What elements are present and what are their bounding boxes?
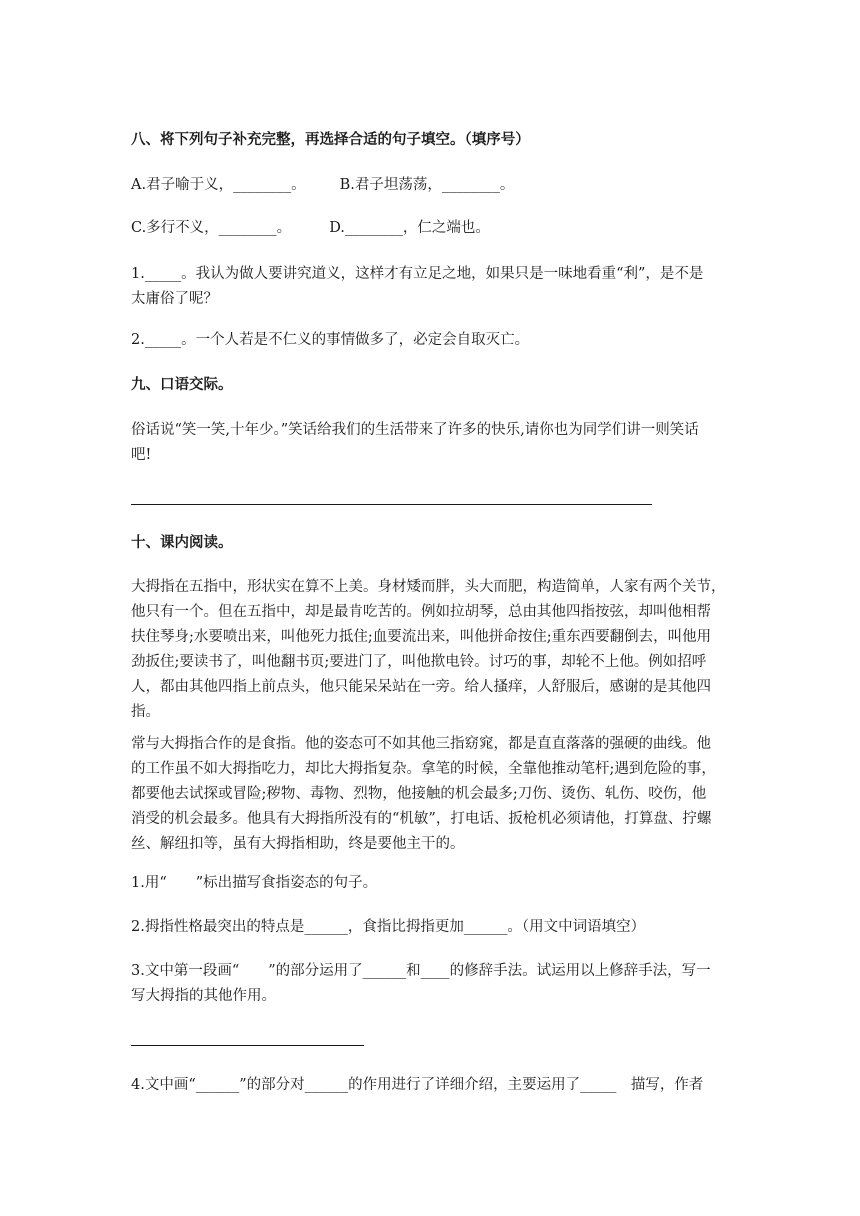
section-9-title: 九、口语交际。 (131, 377, 233, 393)
para1-line: 指。 (131, 704, 160, 720)
para2-line: 消受的机会最多。他具有大拇指所没有的“机敏”，打电话、扳枪机必须请他，打算盘、拧螺 (131, 811, 712, 827)
option-c: C.多行不义，________。 (131, 220, 292, 236)
q1-line-2: 太庸俗了呢？ (131, 291, 218, 307)
reading-paragraph-1 (131, 575, 731, 725)
para1-line: 人，都由其他四指上前点头，他只能呆呆站在一旁。给人搔痒，人舒服后，感谢的是其他四 (131, 679, 711, 695)
option-d: D.________，仁之端也。 (329, 220, 490, 236)
prompt-line-1: 俗话说“笑一笑,十年少。”笑话给我们的生活带来了许多的快乐,请你也为同学们讲一则笑话 (131, 422, 699, 438)
answer-line-short (131, 1045, 364, 1046)
para2-line: 的工作虽不如大拇指吃力，却比大拇指复杂。拿笔的时候，全靠他推动笔杆;遇到危险的事， (131, 761, 716, 777)
reading-paragraph-2 (131, 732, 731, 857)
section-10-title: 十、课内阅读。 (131, 535, 233, 551)
answer-line (131, 504, 652, 505)
section-9-prompt (131, 418, 731, 468)
para2-line: 常与大拇指合作的是食指。他的姿态可不如其他三指窈窕，都是直直落落的强硬的曲线。他 (131, 736, 711, 752)
section-8-title: 八、将下列句子补充完整，再选择合适的句子填空。（填序号） (131, 132, 530, 148)
para1-line: 大拇指在五指中，形状实在算不上美。身材矮而胖，头大而肥，构造简单，人家有两个关节， (131, 579, 726, 595)
para1-line: 扶住琴身;水要喷出来，叫他死力抵住;血要流出来，叫他拼命按住;重东西要翻倒去，叫他用 (131, 629, 712, 645)
para2-line: 丝、解纽扣等，虽有大拇指相助，终是要他主干的。 (131, 836, 465, 852)
options-row-cd (131, 216, 731, 241)
para1-line: 劲扳住;要读书了，叫他翻书页;要进门了，叫他揿电铃。讨巧的事，却轮不上他。例如招呼 (131, 654, 707, 670)
para1-line: 他只有一个。但在五指中，却是最肯吃苦的。例如拉胡琴，总由其他四指按弦，却叫他相帮 (131, 604, 711, 620)
prompt-line-2: 吧! (131, 447, 152, 463)
section-8-question-1 (131, 262, 731, 312)
options-row-ab (131, 173, 731, 198)
option-a: A.君子喻于义，________。 (131, 177, 306, 193)
section-10-question-1: 1.用“ ”标出描写食指姿态的句子。 (131, 875, 378, 891)
q1-line-1: 1._____。我认为做人要讲究道义，这样才有立足之地，如果只是一味地看重“利”，是不是 (131, 266, 704, 282)
section-10-question-3 (131, 959, 731, 1009)
section-10-question-2: 2.拇指性格最突出的特点是______，食指比拇指更加______。（用文中词语填空） (131, 919, 646, 935)
q3-line-2: 写大拇指的其他作用。 (131, 988, 276, 1004)
option-b: B.君子坦荡荡，________。 (339, 177, 515, 193)
section-8-question-2: 2._____。一个人若是不仁义的事情做多了，必定会自取灭亡。 (131, 332, 530, 348)
section-10-question-4: 4.文中画“______”的部分对______的作用进行了详细介绍，主要运用了_____ 描写，作者 (131, 1077, 704, 1093)
para2-line: 都要他去试探或冒险;秽物、毒物、烈物，他接触的机会最多;刀伤、烫伤、轧伤、咬伤，他 (131, 786, 707, 802)
q3-line-1: 3.文中第一段画“ ”的部分运用了______和____的修辞手法。试运用以上修辞手法，写一 (131, 963, 711, 979)
